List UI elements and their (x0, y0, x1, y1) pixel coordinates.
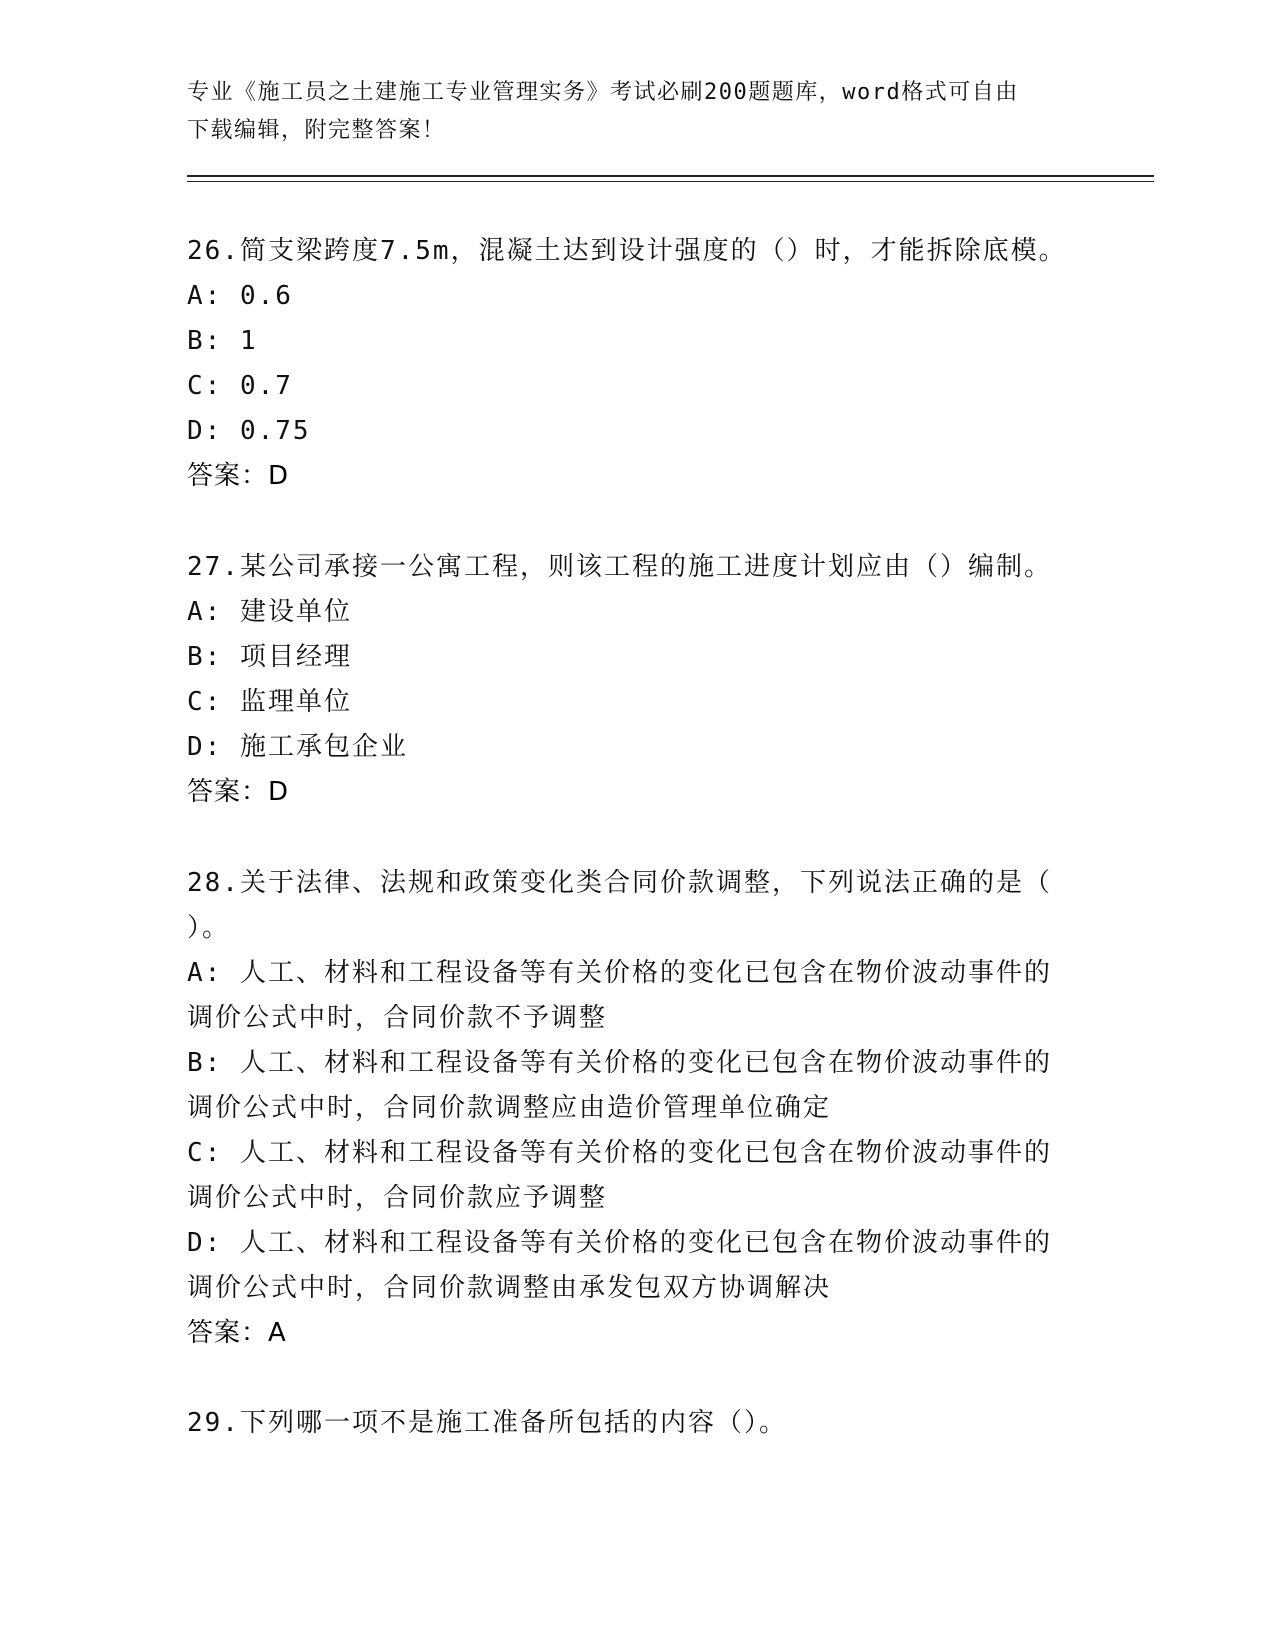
header-title-line-2: 下载编辑，附完整答案！ (187, 118, 446, 143)
question-stem: 27.某公司承接一公寓工程，则该工程的施工进度计划应由（）编制。 (187, 552, 1052, 582)
option-d: D: 0.75 (187, 416, 311, 446)
document-header (187, 74, 1087, 150)
option-c-line-1: C: 人工、材料和工程设备等有关价格的变化已包含在物价波动事件的 (187, 1138, 1052, 1168)
option-b-line-2: 调价公式中时，合同价款调整应由造价管理单位确定 (187, 1093, 832, 1123)
option-a: A: 0.6 (187, 281, 293, 311)
option-c-line-2: 调价公式中时，合同价款应予调整 (187, 1183, 608, 1213)
option-a-line-2: 调价公式中时，合同价款不予调整 (187, 1003, 608, 1033)
option-c: C: 0.7 (187, 371, 293, 401)
question-stem: 26.简支梁跨度7.5m，混凝土达到设计强度的（）时，才能拆除底模。 (187, 236, 1067, 266)
question-27 (187, 545, 1087, 815)
option-a: A: 建设单位 (187, 597, 352, 627)
question-26 (187, 229, 1087, 499)
question-stem-line-1: 28.关于法律、法规和政策变化类合同价款调整，下列说法正确的是（ (187, 868, 1052, 898)
option-d: D: 施工承包企业 (187, 732, 408, 762)
header-divider-thick (187, 175, 1154, 177)
option-b-line-1: B: 人工、材料和工程设备等有关价格的变化已包含在物价波动事件的 (187, 1048, 1052, 1078)
header-title-line-1: 专业《施工员之土建施工专业管理实务》考试必刷200题题库，word格式可自由 (187, 80, 1019, 105)
question-29 (187, 1401, 1087, 1446)
answer-label: 答案：A (187, 1318, 287, 1348)
option-c: C: 监理单位 (187, 687, 352, 717)
option-b: B: 项目经理 (187, 642, 352, 672)
question-stem-line-2: ）。 (187, 913, 231, 943)
option-a-line-1: A: 人工、材料和工程设备等有关价格的变化已包含在物价波动事件的 (187, 958, 1052, 988)
question-stem: 29.下列哪一项不是施工准备所包括的内容（）。 (187, 1408, 787, 1438)
header-divider-thin (187, 181, 1154, 182)
question-28 (187, 861, 1087, 1356)
answer-label: 答案：D (187, 461, 290, 491)
option-d-line-1: D: 人工、材料和工程设备等有关价格的变化已包含在物价波动事件的 (187, 1228, 1052, 1258)
option-b: B: 1 (187, 326, 258, 356)
option-d-line-2: 调价公式中时，合同价款调整由承发包双方协调解决 (187, 1273, 832, 1303)
answer-label: 答案：D (187, 777, 290, 807)
